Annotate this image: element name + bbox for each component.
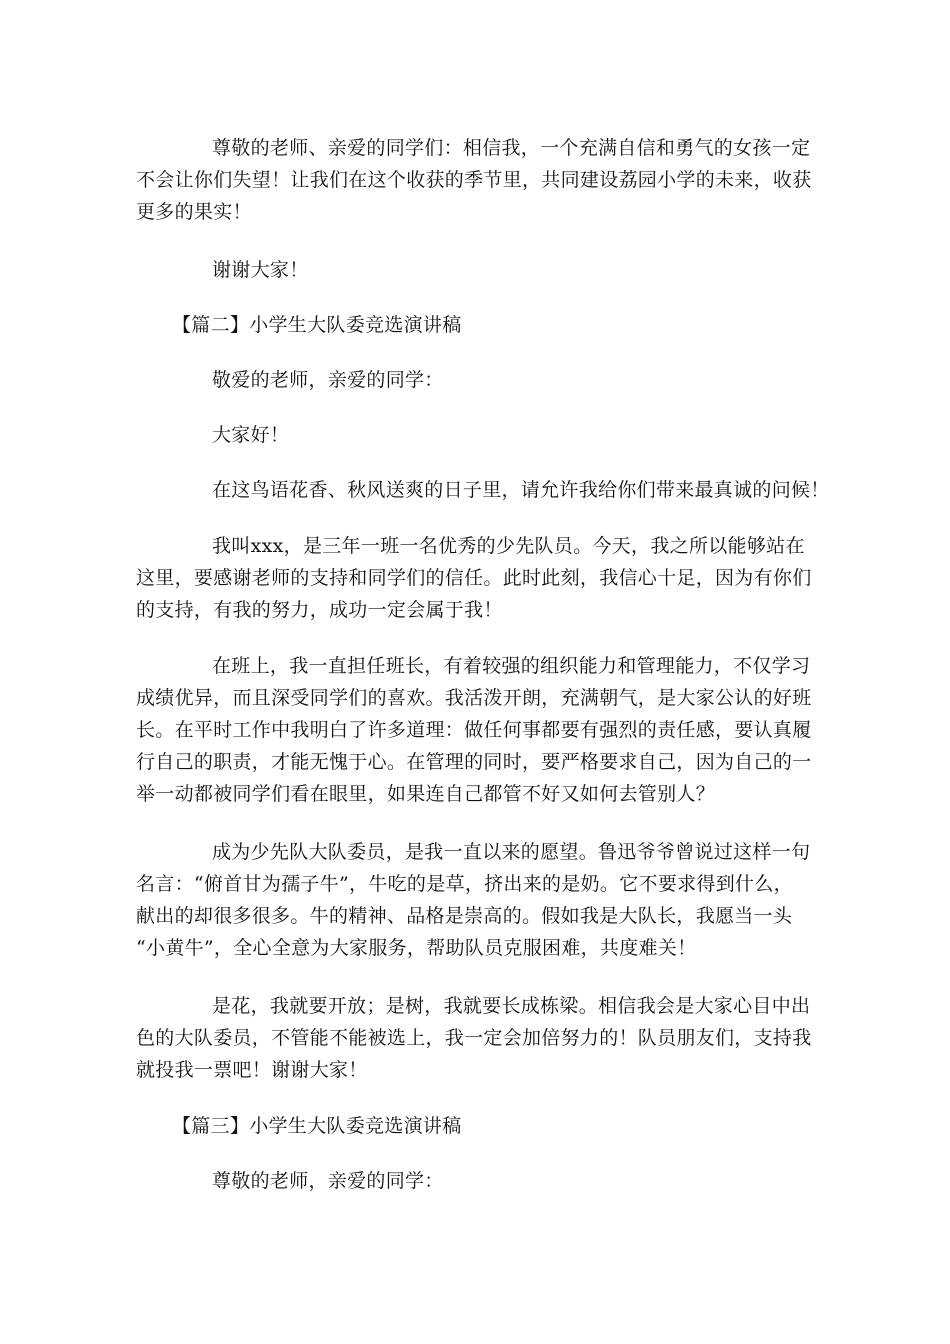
paragraph-line: 成为少先队大队委员，是我一直以来的愿望。鲁迅爷爷曾说过这样一句 <box>212 841 811 863</box>
paragraph-line: 就投我一票吧！谢谢大家！ <box>136 1059 368 1081</box>
paragraph-line: 敬爱的老师，亲爱的同学： <box>212 369 444 391</box>
paragraph-line: 大家好！ <box>212 424 290 446</box>
paragraph-line: “小黄牛”，全心全意为大家服务，帮助队员克服困难，共度难关！ <box>136 937 697 959</box>
paragraph-line: 行自己的职责，才能无愧于心。在管理的同时，要严格要求自己，因为自己的一 <box>136 751 812 773</box>
paragraph-line: 更多的果实！ <box>136 201 252 223</box>
paragraph-line: 长。在平时工作中我明白了许多道理：做任何事都要有强烈的责任感，要认真履 <box>136 719 812 741</box>
paragraph-line: 献出的却很多很多。牛的精神、品格是崇高的。假如我是大队长，我愿当一头 <box>136 905 793 927</box>
paragraph-line: 是花，我就要开放；是树，我就要长成栋梁。相信我会是大家心目中出 <box>212 995 811 1017</box>
paragraph-line: 尊敬的老师、亲爱的同学们：相信我，一个充满自信和勇气的女孩一定 <box>212 137 811 159</box>
paragraph-line: 成绩优异，而且深受同学们的喜欢。我活泼开朗，充满朝气，是大家公认的好班 <box>136 687 812 709</box>
paragraph-line: 不会让你们失望！让我们在这个收获的季节里，共同建设荔园小学的未来，收获 <box>136 169 812 191</box>
paragraph-line: 谢谢大家！ <box>212 259 309 281</box>
section-heading: 【篇二】小学生大队委竞选演讲稿 <box>172 314 462 336</box>
paragraph-line: 的支持，有我的努力，成功一定会属于我！ <box>136 599 503 621</box>
paragraph-line: 尊敬的老师，亲爱的同学： <box>212 1170 444 1192</box>
paragraph-line: 这里，要感谢老师的支持和同学们的信任。此时此刻，我信心十足，因为有你们 <box>136 567 812 589</box>
paragraph-line: 名言：“俯首甘为孺子牛”，牛吃的是草，挤出来的是奶。它不要求得到什么， <box>136 873 793 895</box>
paragraph-line: 在班上，我一直担任班长，有着较强的组织能力和管理能力，不仅学习 <box>212 655 811 677</box>
paragraph-line: 在这鸟语花香、秋风送爽的日子里，请允许我给你们带来最真诚的问候！ <box>212 479 830 501</box>
paragraph-line: 举一动都被同学们看在眼里，如果连自己都管不好又如何去管别人？ <box>136 783 716 805</box>
paragraph-line: 我叫xxx，是三年一班一名优秀的少先队员。今天，我之所以能够站在 <box>212 535 805 557</box>
section-heading: 【篇三】小学生大队委竞选演讲稿 <box>172 1115 462 1137</box>
paragraph-line: 色的大队委员，不管能不能被选上，我一定会加倍努力的！队员朋友们，支持我 <box>136 1027 812 1049</box>
